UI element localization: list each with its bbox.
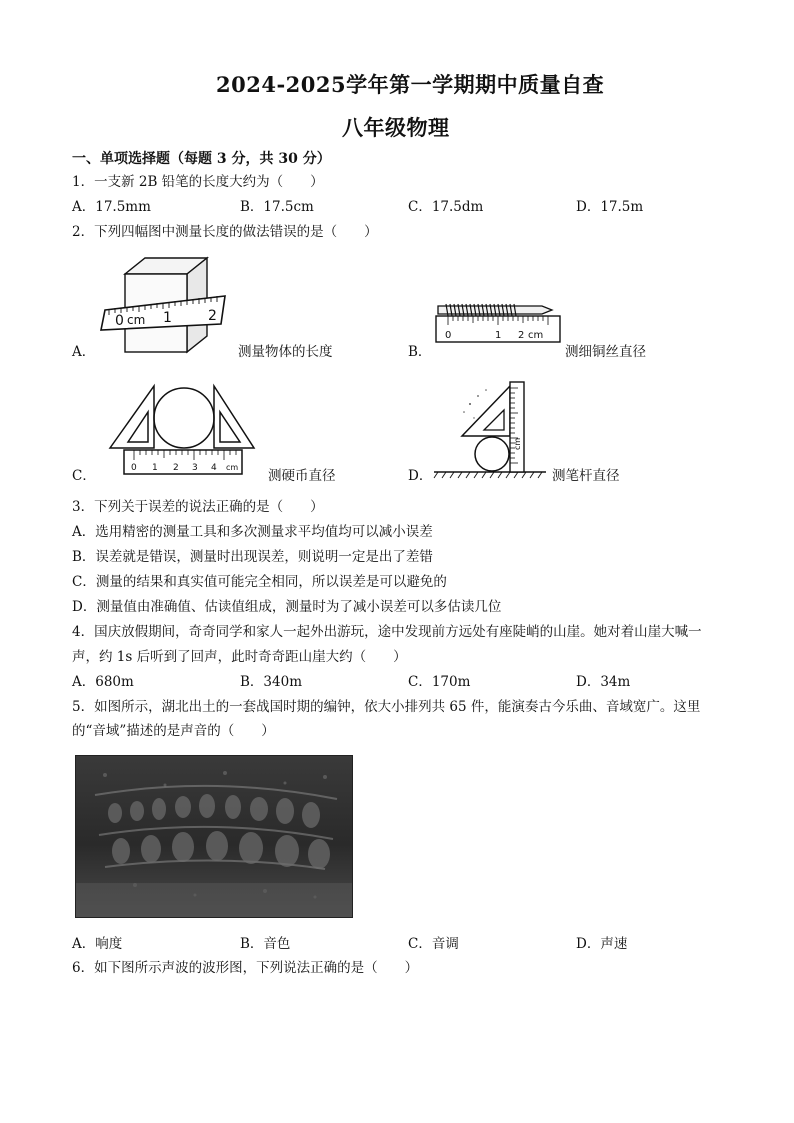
question-5-stem-line-2: 的“音域”描述的是声音的（ ） (72, 723, 275, 739)
question-6-stem: 6．如下图所示声波的波形图，下列说法正确的是（ ） (72, 960, 419, 976)
ruler-c-two-label: 2 (173, 463, 179, 473)
question-1-option-a[interactable]: A．17.5mm (72, 199, 151, 215)
exam-title: 2024-2025学年第一学期期中质量自查 (216, 72, 605, 97)
question-4-stem-line-1: 4．国庆放假期间，奇奇同学和家人一起外出游玩，途中发现前方远处有座陡峭的山崖。她对着山崖大喊一 (72, 624, 702, 640)
section-heading: 一、单项选择题（每题 3 分，共 30 分） (72, 151, 331, 167)
ruler-c-unit-label: cm (226, 463, 239, 472)
ruler-c-four-label: 4 (211, 463, 217, 473)
ruler-b-unit-label: cm (528, 330, 544, 341)
question-1-option-c[interactable]: C．17.5dm (408, 199, 484, 215)
question-5-option-d[interactable]: D．声速 (576, 936, 628, 952)
question-3-option-b[interactable]: B．误差就是错误，测量时出现误差，则说明一定是出了差错 (72, 549, 433, 565)
question-1-option-b[interactable]: B．17.5cm (240, 199, 314, 215)
chime-bells-photo (75, 755, 353, 918)
wire-ruler-figure (434, 296, 564, 354)
ruler-b-zero-label: 0 (445, 330, 452, 341)
question-2-option-a-letter[interactable]: A． (72, 344, 96, 360)
ruler-d-unit-label: cm (513, 437, 522, 450)
ruler-b-two-label: 2 (518, 330, 525, 341)
question-1-option-d[interactable]: D．17.5m (576, 199, 644, 215)
question-5-stem-line-1: 5．如图所示，湖北出土的一套战国时期的编钟，依大小排列共 65 件，能演奏古今乐曲、音域宽广。这里 (72, 699, 701, 715)
question-3-stem: 3．下列关于误差的说法正确的是（ ） (72, 499, 324, 515)
ruler-a-two-label: 2 (208, 308, 217, 324)
ruler-b-one-label: 1 (495, 330, 502, 341)
question-2-option-b-letter[interactable]: B． (408, 344, 432, 360)
coin-triangles-figure (104, 382, 264, 482)
ruler-c-zero-label: 0 (131, 463, 137, 473)
question-3-option-d[interactable]: D．测量值由准确值、估读值组成，测量时为了减小误差可以多估读几位 (72, 599, 502, 615)
question-4-option-c[interactable]: C．170m (408, 674, 471, 690)
question-4-option-a[interactable]: A．680m (72, 674, 134, 690)
question-2-option-b-caption: 测细铜丝直径 (565, 344, 646, 360)
question-2-option-c-caption: 测硬币直径 (268, 468, 336, 484)
ruler-c-one-label: 1 (152, 463, 158, 473)
question-5-option-a[interactable]: A．响度 (72, 936, 123, 952)
question-2-option-a-caption: 测量物体的长度 (238, 344, 333, 360)
ruler-a-zero-label: 0 (115, 313, 124, 329)
ruler-c-three-label: 3 (192, 463, 198, 473)
pen-barrel-figure (434, 378, 554, 482)
question-4-stem-line-2: 声，约 1s 后听到了回声，此时奇奇距山崖大约（ ） (72, 649, 407, 665)
question-2-option-c-letter[interactable]: C． (72, 468, 96, 484)
question-2-option-d-caption: 测笔杆直径 (552, 468, 620, 484)
question-1-stem: 1．一支新 2B 铅笔的长度大约为（ ） (72, 174, 324, 190)
ruler-a-one-label: 1 (163, 310, 172, 326)
question-3-option-a[interactable]: A．选用精密的测量工具和多次测量求平均值均可以减小误差 (72, 524, 433, 540)
cube-ruler-figure (95, 252, 230, 357)
question-3-option-c[interactable]: C．测量的结果和真实值可能完全相同，所以误差是可以避免的 (72, 574, 447, 590)
question-2-option-d-letter[interactable]: D． (408, 468, 433, 484)
question-4-option-b[interactable]: B．340m (240, 674, 302, 690)
exam-subtitle: 八年级物理 (342, 115, 450, 140)
question-5-option-c[interactable]: C．音调 (408, 936, 459, 952)
ruler-a-unit-label: cm (127, 313, 146, 327)
question-5-option-b[interactable]: B．音色 (240, 936, 291, 952)
question-4-option-d[interactable]: D．34m (576, 674, 631, 690)
question-2-stem: 2．下列四幅图中测量长度的做法错误的是（ ） (72, 224, 378, 240)
